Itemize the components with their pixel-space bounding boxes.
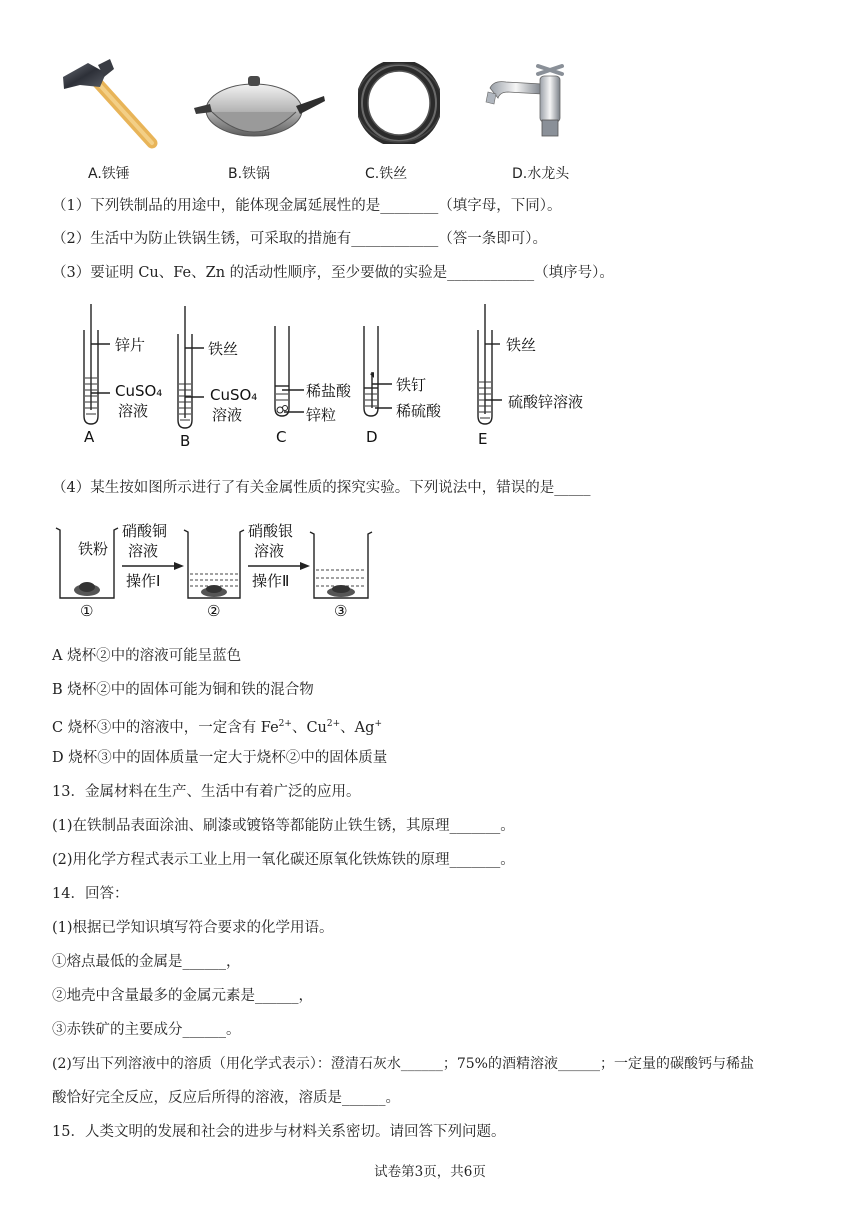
option-c-ag: 、Ag	[340, 720, 375, 736]
tool-faucet	[484, 62, 584, 144]
question-12-3: （3）要证明 Cu、Fe、Zn 的活动性顺序，至少要做的实验是____________（填序号）。	[52, 265, 614, 281]
caption-faucet: D.水龙头	[512, 166, 570, 182]
question-13-1: (1)在铁制品表面涂油、刷漆或镀铬等都能防止铁生锈，其原理_______。	[52, 818, 515, 834]
tube-A-top-label: 锌片	[115, 336, 146, 354]
question-13-2: (2)用化学方程式表示工业上用一氧化碳还原氧化铁炼铁的原理_______。	[52, 852, 515, 868]
option-c-text: C 烧杯③中的溶液中，一定含有 Fe	[52, 720, 279, 736]
tool-wire	[358, 62, 440, 144]
question-13: 13．金属材料在生产、生活中有着广泛的应用。	[52, 784, 361, 800]
test-tube-diagram	[70, 300, 630, 450]
question-14-1a: ①熔点最低的金属是______，	[52, 954, 241, 970]
tube-A-letter: A	[84, 428, 95, 446]
option-b: B 烧杯②中的固体可能为铜和铁的混合物	[52, 682, 314, 698]
tube-B-top-label: 铁丝	[208, 340, 239, 358]
option-c	[52, 714, 382, 738]
wire-coil-icon	[358, 62, 440, 144]
cu-charge: 2+	[326, 719, 341, 729]
tube-C-bottom-label: 锌粒	[306, 406, 337, 424]
question-12-1: （1）下列铁制品的用途中，能体现金属延展性的是________（填字母，下同）。	[52, 198, 562, 214]
arrow-1-operation: 操作Ⅰ	[126, 572, 161, 590]
wok-icon	[192, 60, 327, 155]
tube-E-letter: E	[478, 430, 488, 448]
arrow-2-reagent-line2: 溶液	[254, 542, 285, 560]
option-c-cu: 、Cu	[291, 720, 327, 736]
caption-wok: B.铁锅	[228, 166, 271, 182]
tube-E-bottom-label: 硫酸锌溶液	[508, 393, 584, 411]
arrow-2-operation: 操作Ⅱ	[252, 572, 290, 590]
faucet-icon	[484, 62, 584, 144]
question-14-2-line2: 酸恰好完全反应，反应后所得的溶液，溶质是______。	[52, 1090, 400, 1106]
question-14-1: (1)根据已学知识填写符合要求的化学用语。	[52, 920, 334, 936]
question-14: 14．回答：	[52, 886, 129, 902]
tube-D-top-label: 铁钉	[396, 376, 427, 394]
tool-hammer	[58, 55, 163, 155]
arrow-1-reagent-line2: 溶液	[128, 542, 159, 560]
question-12-4: （4）某生按如图所示进行了有关金属性质的探究实验。下列说法中，错误的是_____	[52, 480, 591, 496]
arrow-1-reagent-line1: 硝酸铜	[122, 522, 168, 540]
option-a: A 烧杯②中的溶液可能呈蓝色	[52, 648, 242, 664]
page-footer: 试卷第3页，共6页	[374, 1164, 486, 1180]
beaker-2-number: ②	[207, 602, 221, 620]
fe-charge: 2+	[278, 719, 292, 729]
tool-wok	[192, 60, 327, 155]
tube-C-letter: C	[276, 428, 287, 446]
tube-B-letter: B	[180, 432, 191, 450]
beaker-1-label: 铁粉	[78, 540, 109, 558]
hammer-icon	[58, 55, 163, 155]
beaker-3-number: ③	[334, 602, 348, 620]
beaker-diagram	[52, 516, 382, 622]
tube-E-top-label: 铁丝	[506, 336, 537, 354]
caption-wire: C.铁丝	[365, 166, 408, 182]
beaker-1-number: ①	[80, 602, 94, 620]
tube-B-bottom-label-2: 溶液	[212, 406, 243, 424]
question-14-1c: ③赤铁矿的主要成分______。	[52, 1022, 241, 1038]
tube-A-bottom-label-2: 溶液	[118, 402, 149, 420]
tube-D-bottom-label: 稀硫酸	[396, 402, 442, 420]
tube-D-letter: D	[366, 428, 378, 446]
test-tubes-svg	[70, 300, 630, 450]
question-15: 15．人类文明的发展和社会的进步与材料关系密切。请回答下列问题。	[52, 1124, 506, 1140]
tube-B-bottom-label-1: CuSO₄	[210, 386, 258, 404]
caption-hammer: A.铁锤	[88, 166, 130, 182]
tube-C-top-label: 稀盐酸	[306, 382, 352, 400]
tube-A-bottom-label-1: CuSO₄	[115, 382, 163, 400]
ag-charge: +	[374, 719, 382, 729]
question-14-1b: ②地壳中含量最多的金属元素是______，	[52, 988, 313, 1004]
arrow-2-reagent-line1: 硝酸银	[248, 522, 294, 540]
question-14-2-line1: (2)写出下列溶液中的溶质（用化学式表示）：澄清石灰水______；75%的酒精溶液______；一定量的碳酸钙与稀盐	[52, 1056, 754, 1072]
question-12-2: （2）生活中为防止铁锅生锈，可采取的措施有____________（答一条即可）。	[52, 231, 547, 247]
option-d: D 烧杯③中的固体质量一定大于烧杯②中的固体质量	[52, 750, 388, 766]
